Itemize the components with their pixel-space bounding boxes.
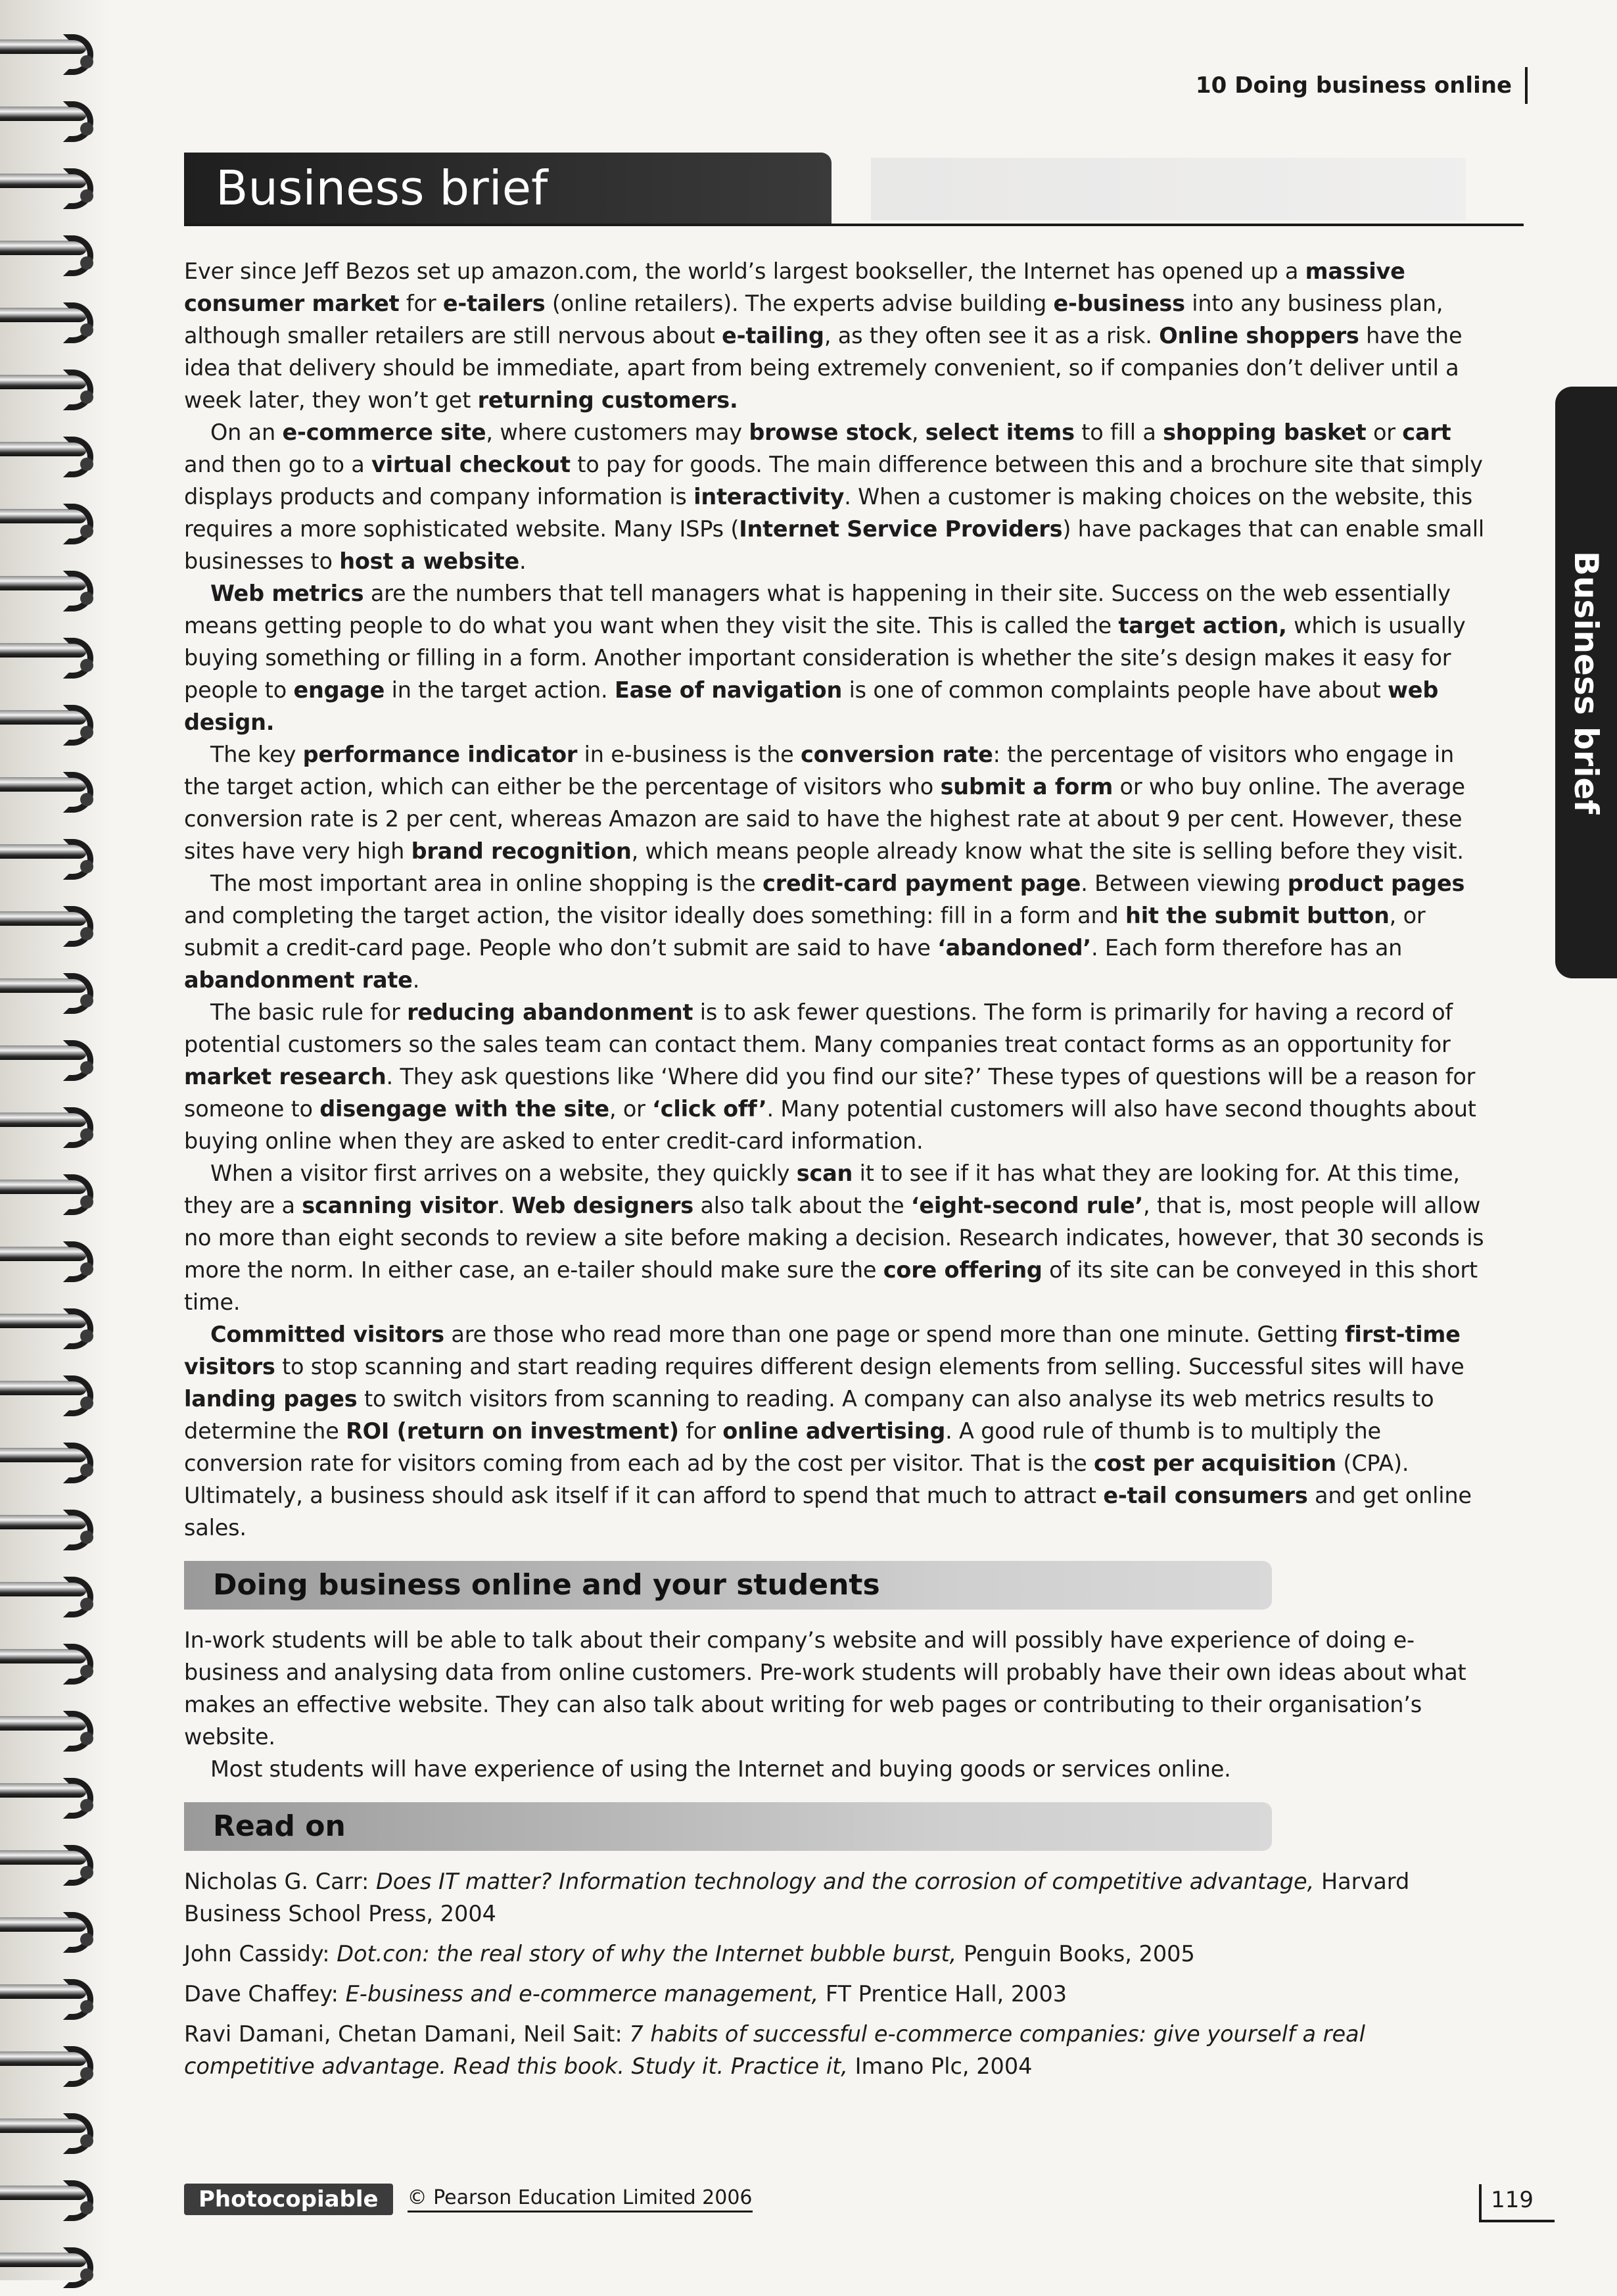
ring-loop [63,839,93,880]
spiral-ring [0,429,99,485]
key-term: host a website [339,548,519,574]
key-term: performance indicator [302,742,578,767]
ring-loop [63,504,93,544]
spiral-ring [0,1032,99,1089]
main-content [184,255,1492,2090]
punch-hole [80,1531,93,1544]
text-run: , as they often see it as a risk. [824,323,1160,348]
key-term: cart [1402,419,1451,445]
punch-hole [80,1665,93,1678]
punch-hole [80,1262,93,1276]
key-term: Web metrics [210,581,364,606]
text-run: . Each form therefore has an [1090,935,1403,961]
text-run: . [519,548,527,574]
text-run: in e-business is the [577,742,801,767]
text-run: The key [210,742,303,767]
ring-loop [63,1375,93,1416]
title-bar [184,153,832,224]
ring-loop [63,34,93,75]
text-run: and then go to a [184,452,371,477]
spiral-ring [0,1435,99,1491]
punch-hole [80,55,93,68]
key-term: Committed visitors [210,1322,444,1347]
text-run: in the target action. [385,677,615,703]
ring-loop [63,1107,93,1148]
key-term: web design. [184,677,1439,735]
key-term: Ease of navigation [614,677,843,703]
ring-loop [63,906,93,947]
key-term: interactivity [693,484,845,510]
key-term: credit-card payment page [762,871,1081,896]
text-run: . When a customer is making choices on the website, this requires a more sophisticated website. Many ISPs ( [184,484,1473,542]
ring-loop [63,1443,93,1483]
text-run: . [412,967,420,993]
punch-hole [80,1866,93,1879]
spiral-ring [0,1569,99,1625]
ring-loop [63,571,93,611]
brief-paragraph-4 [184,738,1492,867]
brief-paragraph-7 [184,1157,1492,1318]
key-term: massive consumer market [184,258,1405,316]
text-run: , where customers may [486,419,749,445]
text-run: for [399,291,443,316]
spiral-ring [0,764,99,821]
key-term: reducing abandonment [407,999,693,1025]
spiral-ring [0,1166,99,1223]
key-term: submit a form [940,774,1113,800]
reading-list [184,1865,1492,2082]
text-run: ) have packages that can enable small businesses to [184,516,1484,574]
punch-hole [80,1799,93,1812]
key-term: Web designers [511,1193,693,1218]
text-run: . Between viewing [1081,871,1288,896]
punch-hole [80,323,93,337]
reference-title: Dot.con: the real story of why the Internet bubble burst, [337,1941,957,1967]
spiral-ring [0,1301,99,1357]
spiral-ring [0,227,99,284]
key-term: engage [293,677,385,703]
punch-hole [80,659,93,672]
text-run: to pay for goods. The main difference between this and a brochure site that simply displays products and company information is [184,452,1483,510]
punch-hole [80,1732,93,1745]
students-paragraph-2: Most students will have experience of using the Internet and buying goods or services online. [210,1756,1231,1782]
punch-hole [80,2134,93,2147]
section-heading-read-on: Read on [213,1809,346,1843]
key-term: ‘click off’ [652,1096,767,1122]
key-term: product pages [1287,871,1465,896]
spiral-ring [0,563,99,619]
ring-loop [63,437,93,477]
punch-hole [80,726,93,739]
text-run: for [678,1418,723,1444]
running-header [1196,67,1528,104]
key-term: e-tail consumers [1103,1483,1308,1508]
ring-loop [63,302,93,343]
reference-item [184,1978,1492,2010]
brief-paragraph-1 [184,255,1492,416]
side-tab-label: Business brief [1567,550,1605,815]
key-term: ROI (return on investment) [346,1418,679,1444]
students-text [184,1624,1492,1785]
punch-hole [80,592,93,605]
spiral-ring [0,697,99,753]
text-run: is one of common complaints people have about [842,677,1388,703]
spiral-ring [0,965,99,1022]
brief-paragraph-3 [184,577,1492,738]
ring-loop [63,1845,93,1886]
key-term: ‘abandoned’ [937,935,1091,961]
punch-hole [80,525,93,538]
punch-hole [80,793,93,806]
ring-loop [63,2113,93,2154]
key-term: e-tailers [442,291,546,316]
punch-hole [80,1128,93,1141]
ring-loop [63,1577,93,1617]
ring-loop [63,1711,93,1752]
spiral-binding [0,0,112,2280]
spiral-ring [0,2239,99,2296]
ring-loop [63,705,93,746]
spiral-ring [0,1099,99,1156]
text-run: or who buy online. The average conversion rate is 2 per cent, whereas Amazon are said to have the highest rate at about 9 per cent. However, these sites have very high [184,774,1465,864]
key-term: target action, [1118,613,1287,638]
page-number: 119 [1479,2184,1555,2222]
text-run: to switch visitors from scanning to reading. A company can also analyse its web metrics results to determine the [184,1386,1434,1444]
ring-loop [63,2247,93,2288]
text-run: , [911,419,926,445]
key-term: cost per acquisition [1093,1450,1336,1476]
title-rule [184,224,1524,226]
text-run: are the numbers that tell managers what is happening in their site. Success on the web essentially means getting people to do what you want when they visit the site. This is called the [184,581,1451,638]
key-term: ‘eight-second rule’ [910,1193,1144,1218]
text-run: The basic rule for [210,999,408,1025]
students-paragraph-1: In-work students will be able to talk about their company’s website and will possibly have experience of doing e-business and analysing data from online customers. Pre-work students will probably have their own ideas about what makes an effective website. They can also talk about writing for web pages or contributing to their organisation’s website. [184,1627,1466,1750]
page-title: Business brief [216,160,548,216]
brief-paragraph-6 [184,996,1492,1157]
reference-text: Ravi Damani, Chetan Damani, Neil Sait: [184,2021,630,2047]
key-term: Online shoppers [1159,323,1359,348]
ring-loop [63,235,93,276]
spiral-ring [0,2105,99,2162]
punch-hole [80,1933,93,1946]
ring-loop [63,1510,93,1550]
text-run: is to ask fewer questions. The form is primarily for having a record of potential customers so the sales team can contact them. Many companies treat contact forms as an opportunity for [184,999,1453,1057]
text-run: , or submit a credit-card page. People who don’t submit are said to have [184,903,1426,961]
spiral-ring [0,496,99,552]
reference-text: Dave Chaffey: [184,1981,346,2007]
spiral-ring [0,1971,99,2028]
brief-paragraph-2 [184,416,1492,577]
key-term: browse stock [749,419,912,445]
key-term: brand recognition [411,838,632,864]
text-run: : the percentage of visitors who engage in the target action, which can either be the percentage of visitors who [184,742,1454,800]
footer [184,2182,753,2217]
chapter-title: Doing business online [1234,72,1512,99]
punch-hole [80,1598,93,1611]
key-term: returning customers. [477,387,738,413]
punch-hole [80,1061,93,1074]
ring-loop [63,168,93,209]
punch-hole [80,1195,93,1208]
reference-text: FT Prentice Hall, 2003 [818,1981,1067,2007]
key-term: hit the submit button [1125,903,1390,928]
reference-title: 7 habits of successful e-commerce companies: give yourself a real competitive advantage. Read this book. Study it. Practice it, [184,2021,1365,2079]
ring-loop [63,370,93,410]
punch-hole [80,1397,93,1410]
key-term: abandonment rate [184,967,413,993]
reference-item [184,1865,1492,1930]
punch-hole [80,860,93,873]
ring-loop [63,1644,93,1685]
key-term: scan [796,1160,853,1186]
text-run: into any business plan, although smaller retailers are still nervous about [184,291,1443,348]
key-term: market research [184,1064,387,1089]
brief-paragraph-5 [184,867,1492,996]
text-run: When a visitor first arrives on a website, they quickly [210,1160,797,1186]
text-run: On an [210,419,283,445]
key-term: conversion rate [801,742,993,767]
spiral-ring [0,93,99,150]
reference-text: Imano Plc, 2004 [847,2053,1033,2079]
reference-item [184,1938,1492,1970]
spiral-ring [0,831,99,888]
text-run: , or [609,1096,653,1122]
text-run: , which means people already know what the site is selling before they visit. [631,838,1464,864]
reference-text: Penguin Books, 2005 [956,1941,1195,1967]
ring-loop [63,1040,93,1081]
text-run: . Many potential customers will also have second thoughts about buying online when they are asked to enter credit-card information. [184,1096,1476,1154]
text-run: (online retailers). The experts advise building [545,291,1054,316]
reference-text: Nicholas G. Carr: [184,1869,376,1894]
punch-hole [80,927,93,940]
text-run: have the idea that delivery should be immediate, apart from being extremely convenient, so if companies don’t deliver until a week later, they won’t get [184,323,1463,413]
text-run: or [1366,419,1403,445]
ring-loop [63,973,93,1014]
spiral-ring [0,1703,99,1759]
brief-paragraph-8 [184,1318,1492,1544]
ring-loop [63,101,93,142]
spiral-ring [0,2172,99,2229]
section-heading-bar [184,1802,1272,1851]
key-term: core offering [883,1257,1043,1283]
ring-loop [63,1308,93,1349]
punch-hole [80,189,93,203]
photocopiable-badge: Photocopiable [184,2184,393,2215]
text-run: and get online sales. [184,1483,1472,1541]
key-term: scanning visitor [302,1193,498,1218]
faded-background-tab [871,158,1466,220]
key-term: e-tailing [722,323,824,348]
key-term: e-commerce site [282,419,486,445]
text-run: . A good rule of thumb is to multiply the conversion rate for visitors coming from each ad by the cost per visitor. That is the [184,1418,1381,1476]
punch-hole [80,2000,93,2013]
section-heading-bar [184,1561,1272,1610]
text-run: which is usually buying something or filling in a form. Another important consideration is whether the site’s design makes it easy for people to [184,613,1466,703]
key-term: first-time visitors [184,1322,1461,1379]
ring-loop [63,1174,93,1215]
copyright: © Pearson Education Limited 2006 [408,2186,753,2212]
punch-hole [80,2268,93,2282]
ring-loop [63,1979,93,2020]
spiral-ring [0,160,99,217]
punch-hole [80,256,93,270]
punch-hole [80,122,93,135]
chapter-number: 10 [1195,72,1227,99]
ring-loop [63,638,93,679]
text-run: The most important area in online shopping is the [210,871,763,896]
punch-hole [80,391,93,404]
text-run: . They ask questions like ‘Where did you find our site?’ These types of questions will be a reason for someone to [184,1064,1476,1122]
punch-hole [80,1464,93,1477]
key-term: e-business [1053,291,1185,316]
side-tab [1555,387,1617,978]
reference-title: E-business and e-commerce management, [345,1981,819,2007]
key-term: shopping basket [1163,419,1367,445]
spiral-ring [0,26,99,83]
text-run: , that is, most people will allow no more than eight seconds to review a site before making a decision. Research indicates, however, that 30 seconds is more the norm. In either case, an e-tailer should make sure the [184,1193,1484,1283]
spiral-ring [0,295,99,351]
punch-hole [80,994,93,1007]
spiral-ring [0,1770,99,1827]
spiral-ring [0,1636,99,1692]
business-brief-text [184,255,1492,1544]
ring-loop [63,2180,93,2221]
text-run: (CPA). Ultimately, a business should ask itself if it can afford to spend that much to attract [184,1450,1409,1508]
key-term: virtual checkout [371,452,571,477]
punch-hole [80,2201,93,2214]
key-term: landing pages [184,1386,358,1412]
spiral-ring [0,1837,99,1894]
text-run: are those who read more than one page or spend more than one minute. Getting [444,1322,1346,1347]
text-run: . [498,1193,512,1218]
text-run: also talk about the [693,1193,911,1218]
reference-title: Does IT matter? Information technology and the corrosion of competitive advantage, [375,1869,1315,1894]
ring-loop [63,1241,93,1282]
section-heading-students: Doing business online and your students [213,1568,880,1602]
text-run: to fill a [1074,419,1163,445]
key-term: Internet Service Providers [739,516,1063,542]
text-run: and completing the target action, the visitor ideally does something: fill in a form and [184,903,1126,928]
spiral-ring [0,1502,99,1558]
spiral-ring [0,1368,99,1424]
punch-hole [80,2067,93,2080]
spiral-ring [0,898,99,955]
text-run: of its site can be conveyed in this short time. [184,1257,1478,1315]
spiral-ring [0,1904,99,1961]
ring-loop [63,772,93,813]
key-term: select items [925,419,1075,445]
key-term: online advertising [722,1418,946,1444]
ring-loop [63,1912,93,1953]
spiral-ring [0,1233,99,1290]
spiral-ring [0,630,99,686]
key-term: disengage with the site [319,1096,609,1122]
text-run: it to see if it has what they are looking for. At this time, they are a [184,1160,1460,1218]
ring-loop [63,2046,93,2087]
reference-item [184,2018,1492,2082]
reference-text: Harvard Business School Press, 2004 [184,1869,1410,1926]
text-run: Ever since Jeff Bezos set up amazon.com, the world’s largest bookseller, the Internet has opened up a [184,258,1305,284]
punch-hole [80,458,93,471]
spiral-ring [0,2038,99,2095]
punch-hole [80,1329,93,1343]
spiral-ring [0,362,99,418]
ring-loop [63,1778,93,1819]
reference-text: John Cassidy: [184,1941,337,1967]
text-run: to stop scanning and start reading requires different design elements from selling. Successful sites will have [275,1354,1465,1379]
